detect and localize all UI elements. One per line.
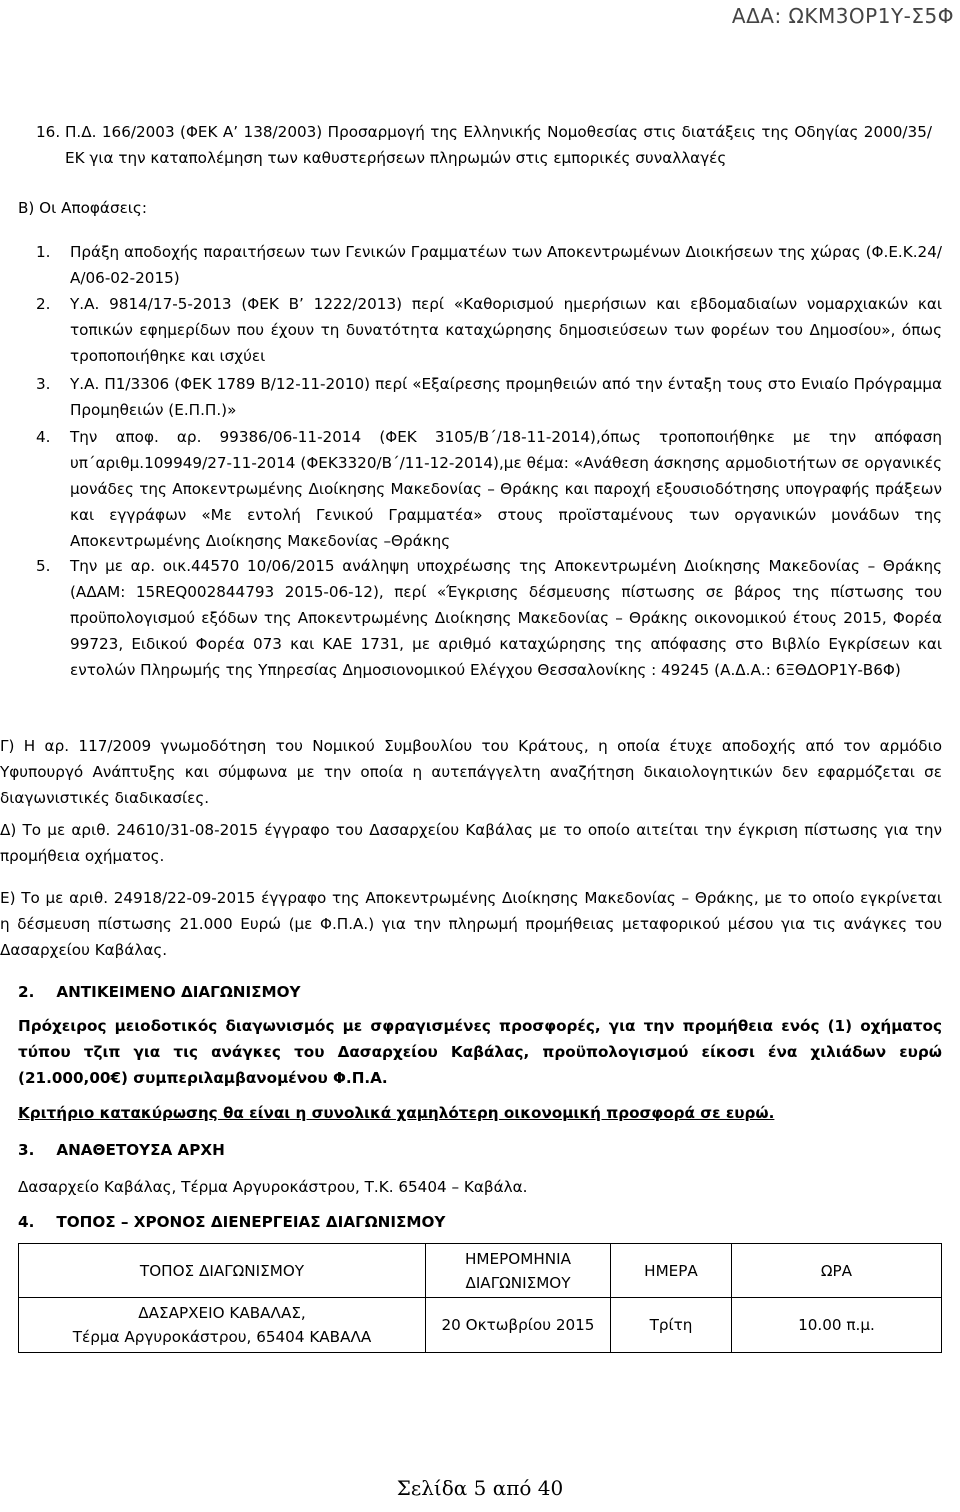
item-number: 1. bbox=[36, 243, 56, 261]
table-header-row bbox=[19, 1244, 942, 1298]
cell-place-line1: ΔΑΣΑΡΧΕΙΟ ΚΑΒΑΛΑΣ, bbox=[138, 1304, 306, 1322]
header-day: ΗΜΕΡΑ bbox=[611, 1244, 732, 1298]
header-date-line2: ΔΙΑΓΩΝΙΣΜΟΥ bbox=[465, 1273, 571, 1292]
header-time: ΩΡΑ bbox=[732, 1244, 942, 1298]
award-criterion: Κριτήριο κατακύρωσης θα είναι η συνολικά χαμηλότερη οικονομική προσφορά σε ευρώ. bbox=[18, 1104, 775, 1122]
header-date bbox=[426, 1244, 611, 1298]
cell-place-line2: Τέρμα Αργυροκάστρου, 65404 ΚΑΒΑΛΑ bbox=[72, 1328, 372, 1346]
item-number: 2. bbox=[36, 295, 56, 313]
section-number: 3. bbox=[18, 1141, 35, 1159]
section-number: 4. bbox=[18, 1213, 35, 1231]
section-number: 2. bbox=[18, 983, 35, 1001]
header-place: ΤΟΠΟΣ ΔΙΑΓΩΝΙΣΜΟΥ bbox=[19, 1244, 426, 1298]
cell-day: Τρίτη bbox=[611, 1298, 732, 1353]
paragraph-g: Γ) Η αρ. 117/2009 γνωμοδότηση του Νομικού Συμβουλίου του Κράτους, η οποία έτυχε αποδοχής από τον αρμόδιο Υφυπουργό Ανάπτυξης και σύμφωνα με την οποία η αυτεπάγγελτη αναζήτηση δικαιολογητικών δεν εφαρμόζεται σε διαγωνιστικές διαδικασίες. bbox=[0, 737, 942, 807]
section-3-body: Δασαρχείο Καβάλας, Τέρμα Αργυροκάστρου, Τ.Κ. 65404 – Καβάλα. bbox=[18, 1178, 528, 1196]
list-item bbox=[0, 424, 960, 554]
paragraph-d: Δ) Το με αριθ. 24610/31-08-2015 έγγραφο του Δασαρχείου Καβάλας με το οποίο αιτείται την έγκριση πίστωσης για την προμήθεια οχήματος. bbox=[0, 821, 942, 865]
item-text: Πράξη αποδοχής παραιτήσεων των Γενικών Γραμματέων των Αποκεντρωμένων Διοικήσεων της χώρας (Φ.Ε.Κ.24/Α/06-02-2015) bbox=[70, 243, 942, 287]
paragraph-e: Ε) Το με αριθ. 24918/22-09-2015 έγγραφο της Αποκεντρωμένης Διοίκησης Μακεδονίας – Θράκης, με το οποίο εγκρίνεται η δέσμευση πίστωσης 21.000 Ευρώ (με Φ.Π.Α.) για την πληρωμή προμήθειας μεταφορικού μέσου για τις ανάγκες του Δασαρχείου Καβάλας. bbox=[0, 889, 942, 959]
list-item bbox=[0, 291, 960, 369]
list-item bbox=[0, 371, 960, 423]
page-number: Σελίδα 5 από 40 bbox=[396, 1476, 564, 1500]
item-text: Την αποφ. αρ. 99386/06-11-2014 (ΦΕΚ 3105/Β΄/18-11-2014),όπως τροποποιήθηκε με την απόφαση υπ΄αριθμ.109949/27-11-2014 (ΦΕΚ3320/Β΄/11-12-2014),με θέμα: «Ανάθεση άσκησης αρμοδιοτήτων σε οργανικές μονάδες της Αποκεντρωμένης Διοίκησης Μακεδονίας – Θράκης και παροχή εξουσιοδότησης υπογραφής πράξεων και εγγράφων «Με εντολή Γενικού Γραμματέα» στους προϊσταμένους των οργανικών μονάδων της Αποκεντρωμένης Διοίκησης Μακεδονίας –Θράκης bbox=[70, 428, 942, 550]
item-number: 4. bbox=[36, 428, 56, 446]
section-title: ΑΝΑΘΕΤΟΥΣΑ ΑΡΧΗ bbox=[56, 1141, 225, 1159]
ada-code: ΑΔΑ: ΩΚΜ3ΟΡ1Υ-Σ5Φ bbox=[731, 4, 954, 28]
cell-place bbox=[19, 1298, 426, 1353]
item-text: Υ.Α. 9814/17-5-2013 (ΦΕΚ Β’ 1222/2013) περί «Καθορισμού ημερήσιων και εβδομαδιαίων νομαρχιακών και τοπικών εφημερίδων που έχουν τη δυνατότητα καταχώρησης δημοσιεύσεων των φορέων του Δημοσίου», όπως τροποποιήθηκε και ισχύει bbox=[70, 295, 942, 365]
item-text: Π.Δ. 166/2003 (ΦΕΚ Α’ 138/2003) Προσαρμογή της Ελληνικής Νομοθεσίας στις διατάξεις της Οδηγίας 2000/35/ΕΚ για την καταπολέμηση των καθυστερήσεων πληρωμών στις εμπορικές συναλλαγές bbox=[64, 123, 932, 167]
item-number: 5. bbox=[36, 557, 56, 575]
item-number: 16. bbox=[36, 123, 65, 141]
item-text: Υ.Α. Π1/3306 (ΦΕΚ 1789 Β/12-11-2010) περί «Εξαίρεσης προμηθειών από την ένταξη τους στο Ενιαίο Πρόγραμμα Προμηθειών (Ε.Π.Π.)» bbox=[70, 375, 942, 419]
cell-time: 10.00 π.μ. bbox=[732, 1298, 942, 1353]
table-row bbox=[19, 1298, 942, 1353]
item-number: 3. bbox=[36, 375, 56, 393]
list-item bbox=[0, 239, 960, 291]
tender-table bbox=[18, 1243, 942, 1353]
item-text: Την με αρ. οικ.44570 10/06/2015 ανάληψη υποχρέωσης της Αποκεντρωμένη Διοίκησης Μακεδονίας – Θράκης (ΑΔΑΜ: 15REQ002844793 2015-06-12), περί «Έγκρισης δέσμευσης πίστωσης σε βάρος της πίστωσης του προϋπολογισμού εξόδων της Αποκεντρωμένης Διοίκησης Μακεδονίας – Θράκης οικονομικού έτους 2015, Φορέα 99723, Ειδικού Φορέα 073 και ΚΑΕ 1731, με αριθμό καταχώρησης της απόφασης στο Βιβλίο Εγκρίσεων και εντολών Πληρωμής της Υπηρεσίας Δημοσιονομικού Ελέγχου Θεσσαλονίκης : 49245 (Α.Δ.Α.: 6ΞΘΔΟΡ1Υ-Β6Φ) bbox=[70, 557, 942, 679]
section-title: ΤΟΠΟΣ – ΧΡΟΝΟΣ ΔΙΕΝΕΡΓΕΙΑΣ ΔΙΑΓΩΝΙΣΜΟΥ bbox=[56, 1213, 446, 1231]
item-16 bbox=[0, 119, 960, 171]
section-2-heading bbox=[0, 979, 960, 1005]
section-b-heading: Β) Οι Αποφάσεις: bbox=[18, 199, 147, 217]
section-3-heading bbox=[0, 1137, 960, 1163]
cell-date: 20 Οκτωβρίου 2015 bbox=[426, 1298, 611, 1353]
section-title: ΑΝΤΙΚΕΙΜΕΝΟ ΔΙΑΓΩΝΙΣΜΟΥ bbox=[56, 983, 301, 1001]
list-item bbox=[0, 553, 960, 683]
header-date-line1: ΗΜΕΡΟΜΗΝΙΑ bbox=[465, 1249, 571, 1268]
section-2-body: Πρόχειρος μειοδοτικός διαγωνισμός με σφραγισμένες προσφορές, για την προμήθεια ενός (1) οχήματος τύπου τζιπ για τις ανάγκες του Δασαρχείου Καβάλας, προϋπολογισμού είκοσι ένα χιλιάδων ευρώ (21.000,00€) συμπεριλαμβανομένου Φ.Π.Α. bbox=[18, 1017, 942, 1087]
section-4-heading bbox=[0, 1209, 960, 1235]
